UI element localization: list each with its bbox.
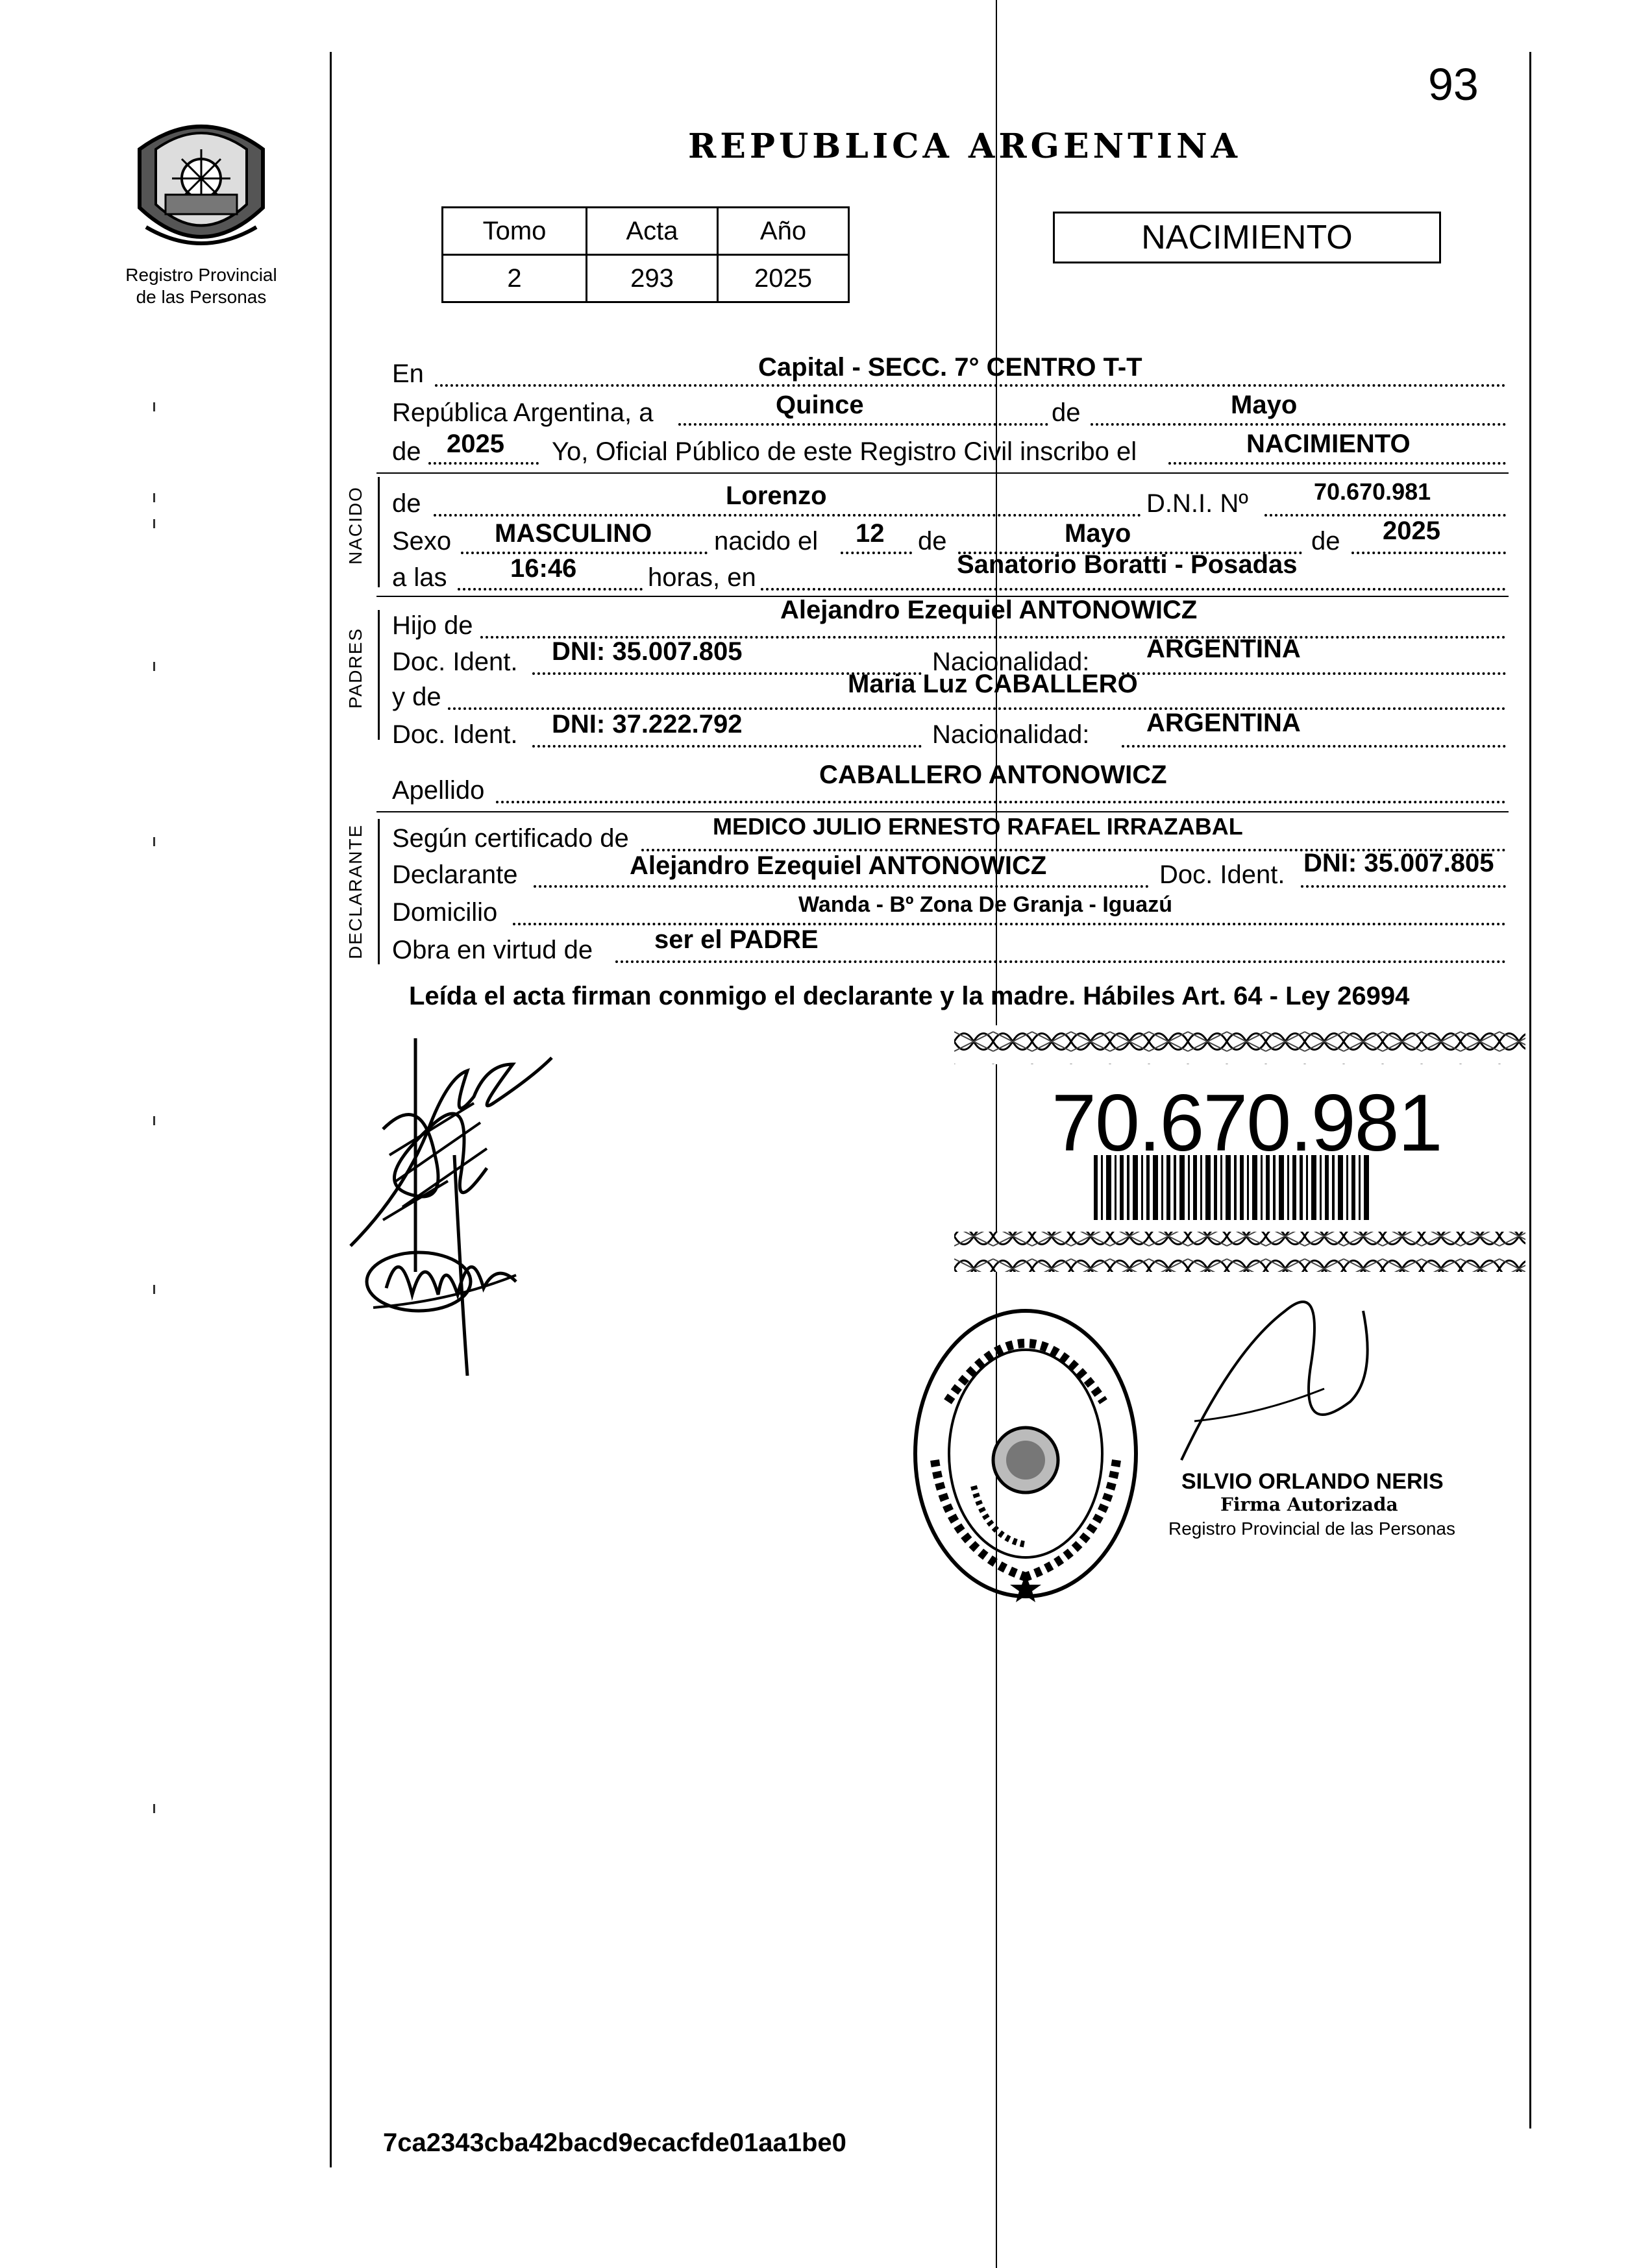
declarante-section-label: DECLARANTE (345, 823, 365, 959)
declarante-doc-label: Doc. Ident. (1159, 860, 1285, 889)
official-name: SILVIO ORLANDO NERIS (1181, 1469, 1444, 1494)
en-label: En (392, 360, 424, 388)
birth-time: 16:46 (510, 554, 577, 583)
father-doc-label: Doc. Ident. (392, 648, 518, 676)
left-margin-line (330, 52, 332, 2167)
nacido-de-label: de (392, 489, 421, 518)
dni-label: D.N.I. Nº (1146, 489, 1248, 518)
mother-doc-label: Doc. Ident. (392, 720, 518, 749)
official-org: Registro Provincial de las Personas (1168, 1518, 1455, 1539)
de-label-1: de (1052, 398, 1081, 427)
child-name: Lorenzo (726, 482, 827, 510)
mother-nat-label: Nacionalidad: (932, 720, 1090, 749)
year-prefix: de (392, 437, 421, 466)
apellido-label: Apellido (392, 776, 485, 805)
closing-text: Leída el acta firman conmigo el declarante y la madre. Hábiles Art. 64 - Ley 26994 (409, 982, 1410, 1010)
official-signature (1155, 1272, 1389, 1467)
cert-value: MEDICO JULIO ERNESTO RAFAEL IRRAZABAL (713, 813, 1243, 840)
birth-de-1: de (918, 527, 947, 555)
inscribo-text: Yo, Oficial Público de este Registro Civil inscribo el (552, 437, 1137, 466)
issuer-line-2: de las Personas (136, 287, 267, 307)
birth-month: Mayo (1065, 519, 1131, 548)
father-name: Alejandro Ezequiel ANTONOWICZ (780, 596, 1198, 624)
father-doc: DNI: 35.007.805 (552, 637, 743, 666)
nacido-el-label: nacido el (714, 527, 819, 555)
official-stamp (909, 1304, 1142, 1603)
father-nationality: ARGENTINA (1146, 635, 1301, 663)
birth-day: 12 (856, 519, 885, 548)
hijo-label: Hijo de (392, 611, 473, 640)
padres-section-label: PADRES (345, 627, 365, 709)
obra-value: ser el PADRE (654, 925, 819, 954)
page-title: REPUBLICA ARGENTINA (688, 127, 1242, 166)
apellido-value: CABALLERO ANTONOWICZ (819, 761, 1167, 789)
declarante-label: Declarante (392, 860, 518, 889)
en-value: Capital - SECC. 7° CENTRO T-T (758, 353, 1142, 382)
province-seal (127, 110, 276, 260)
mother-doc: DNI: 37.222.792 (552, 710, 743, 738)
domicilio-label: Domicilio (392, 898, 498, 927)
document-type-box: NACIMIENTO (1053, 212, 1441, 263)
mother-nationality: ARGENTINA (1146, 709, 1301, 737)
alas-label: a las (392, 563, 447, 592)
day-text: Quince (776, 391, 864, 419)
obra-label: Obra en virtud de (392, 936, 593, 964)
birth-year: 2025 (1383, 517, 1440, 545)
nacido-section-label: NACIDO (345, 486, 365, 565)
yde-label: y de (392, 683, 441, 711)
page-number: 93 (1428, 59, 1479, 110)
domicilio-value: Wanda - Bº Zona De Granja - Iguazú (798, 892, 1172, 917)
official-role: Firma Autorizada (1220, 1494, 1398, 1515)
inscribo-value: NACIMIENTO (1246, 430, 1411, 458)
mother-signature (360, 1230, 529, 1321)
birth-place: Sanatorio Boratti - Posadas (957, 550, 1298, 579)
horas-label: horas, en (648, 563, 756, 592)
document-hash: 7ca2343cba42bacd9ecacfde01aa1be0 (383, 2128, 846, 2157)
birth-de-2: de (1311, 527, 1340, 555)
year-value: 2025 (447, 430, 504, 458)
declarante-value: Alejandro Ezequiel ANTONOWICZ (630, 851, 1047, 880)
table-header-tomo: Tomo (441, 206, 587, 256)
id-number: 70.670.981 (1052, 1079, 1442, 1168)
month-text: Mayo (1231, 391, 1298, 419)
right-margin-line (1529, 52, 1531, 2128)
father-nat-label: Nacionalidad: (932, 648, 1090, 676)
declarante-doc: DNI: 35.007.805 (1303, 849, 1494, 877)
table-header-anio: Año (717, 206, 850, 256)
declarant-signature (344, 1025, 558, 1389)
table-value-anio: 2025 (717, 254, 850, 303)
issuer-line-1: Registro Provincial (125, 265, 277, 285)
table-value-acta: 293 (586, 254, 719, 303)
cert-label: Según certificado de (392, 824, 629, 853)
sexo-label: Sexo (392, 527, 452, 555)
table-header-acta: Acta (586, 206, 719, 256)
child-dni: 70.670.981 (1314, 478, 1431, 505)
republica-label: República Argentina, a (392, 398, 654, 427)
table-value-tomo: 2 (441, 254, 587, 303)
mother-name: Maria Luz CABALLERO (848, 670, 1138, 698)
child-sex: MASCULINO (495, 519, 652, 548)
